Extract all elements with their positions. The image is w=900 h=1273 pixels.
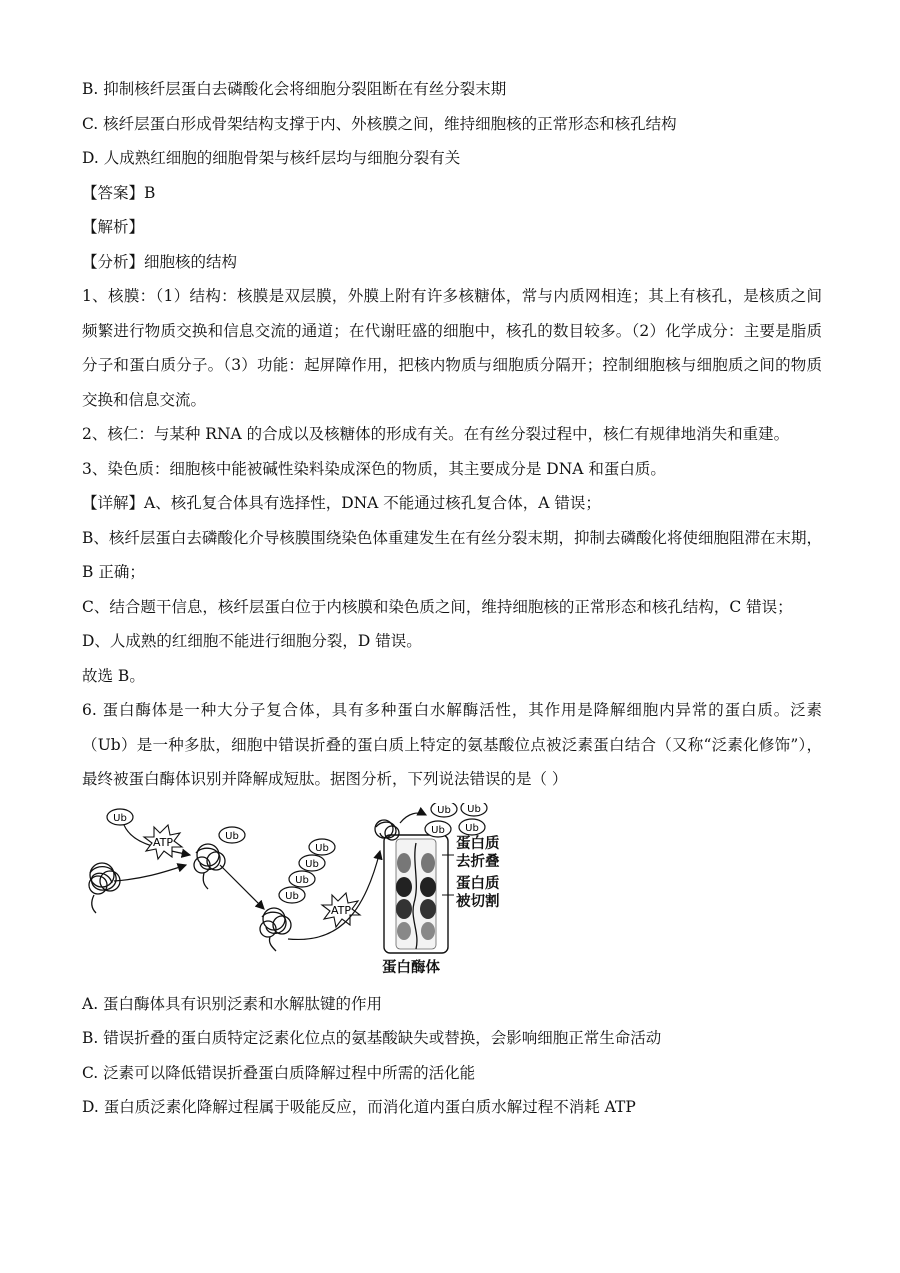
misfolded-protein-icon bbox=[194, 844, 225, 889]
svg-text:ATP: ATP bbox=[330, 903, 352, 917]
misfolded-protein-icon bbox=[89, 863, 120, 913]
svg-text:Ub: Ub bbox=[465, 822, 479, 834]
q5-detail-c: C、结合题干信息，核纤层蛋白位于内核膜和染色质之间，维持细胞核的正常形态和核孔结构，C 错误； bbox=[82, 597, 793, 616]
ubiquitin-icon bbox=[107, 809, 133, 825]
q5-option-b: B. 抑制核纤层蛋白去磷酸化会将细胞分裂阻断在有丝分裂末期 bbox=[82, 80, 507, 98]
svg-text:Ub: Ub bbox=[431, 824, 445, 836]
atp-icon bbox=[144, 825, 182, 859]
svg-text:ATP: ATP bbox=[152, 835, 174, 849]
q5-option-d: D. 人成熟红细胞的细胞骨架与核纤层均与细胞分裂有关 bbox=[82, 149, 461, 167]
svg-text:Ub: Ub bbox=[467, 803, 481, 815]
q5-detail-b: B、核纤层蛋白去磷酸化介导核膜围绕染色体重建发生在有丝分裂末期，抑制去磷酸化将使细胞阻滞在末期，B 正确； bbox=[82, 528, 822, 581]
label-protein-cut: 蛋白质 被切割 bbox=[456, 875, 500, 910]
q5-detail-d: D、人成熟的红细胞不能进行细胞分裂，D 错误。 bbox=[82, 632, 422, 650]
svg-text:Ub: Ub bbox=[305, 858, 319, 870]
q5-answer: 【答案】B bbox=[82, 183, 156, 202]
svg-text:Ub: Ub bbox=[225, 830, 239, 842]
q5-analysis-intro: 【分析】细胞核的结构 bbox=[82, 252, 238, 271]
ubiquitin-icon bbox=[219, 827, 245, 843]
ubiquitin-proteasome-diagram bbox=[82, 803, 522, 983]
svg-text:Ub: Ub bbox=[437, 804, 451, 816]
svg-text:Ub: Ub bbox=[285, 890, 299, 902]
q5-point-2: 2、核仁：与某种 RNA 的合成以及核糖体的形成有关。在有丝分裂过程中，核仁有规律地消失和重建。 bbox=[82, 425, 790, 443]
ubiquitin-chain bbox=[279, 839, 335, 903]
q5-detail-a: 【详解】A、核孔复合体具有选择性，DNA 不能通过核孔复合体，A 错误； bbox=[82, 494, 601, 512]
q5-point-3: 3、染色质：细胞核中能被碱性染料染成深色的物质，其主要成分是 DNA 和蛋白质。 bbox=[82, 459, 666, 478]
svg-text:Ub: Ub bbox=[295, 874, 309, 886]
q6-option-d: D. 蛋白质泛素化降解过程属于吸能反应，而消化道内蛋白质水解过程不消耗 ATP bbox=[82, 1098, 636, 1116]
atp-icon bbox=[322, 893, 360, 927]
svg-text:Ub: Ub bbox=[113, 812, 127, 824]
q5-conclusion: 故选 B。 bbox=[82, 666, 145, 685]
q5-option-c: C. 核纤层蛋白形成骨架结构支撑于内、外核膜之间，维持细胞核的正常形态和核孔结构 bbox=[82, 114, 677, 133]
q5-point-1: 1、核膜：（1）结构：核膜是双层膜，外膜上附有许多核糖体，常与内质网相连；其上有核孔，是核质之间频繁进行物质交换和信息交流的通道；在代谢旺盛的细胞中，核孔的数目较多。（2）化学成分：主要是脂质分子和蛋白质分子。（3）功能：起屏障作用，把核内物质与细胞质分隔开；控制细胞核与细胞质之间的物质交换和信息交流。 bbox=[82, 287, 822, 409]
q6-option-a: A. 蛋白酶体具有识别泛素和水解肽键的作用 bbox=[82, 994, 383, 1013]
svg-text:Ub: Ub bbox=[315, 842, 329, 854]
q6-option-c: C. 泛素可以降低错误折叠蛋白质降解过程中所需的活化能 bbox=[82, 1063, 476, 1082]
document-page bbox=[82, 72, 822, 1125]
released-ubiquitin bbox=[425, 803, 487, 837]
q5-analysis-heading: 【解析】 bbox=[82, 218, 145, 236]
q6-option-b: B. 错误折叠的蛋白质特定泛素化位点的氨基酸缺失或替换，会影响细胞正常生命活动 bbox=[82, 1029, 662, 1047]
label-proteasome: 蛋白酶体 bbox=[382, 959, 440, 976]
q6-stem: 6. 蛋白酶体是一种大分子复合体，具有多种蛋白水解酶活性，其作用是降解细胞内异常的蛋白质。泛素（Ub）是一种多肽，细胞中错误折叠的蛋白质上特定的氨基酸位点被泛素蛋白结合（又称“泛素化修饰”），最终被蛋白酶体识别并降解成短肽。据图分析，下列说法错误的是（ ） bbox=[82, 701, 822, 788]
misfolded-protein-icon bbox=[260, 908, 291, 951]
proteasome bbox=[384, 835, 448, 953]
label-protein-unfolding: 蛋白质 去折叠 bbox=[456, 835, 500, 870]
